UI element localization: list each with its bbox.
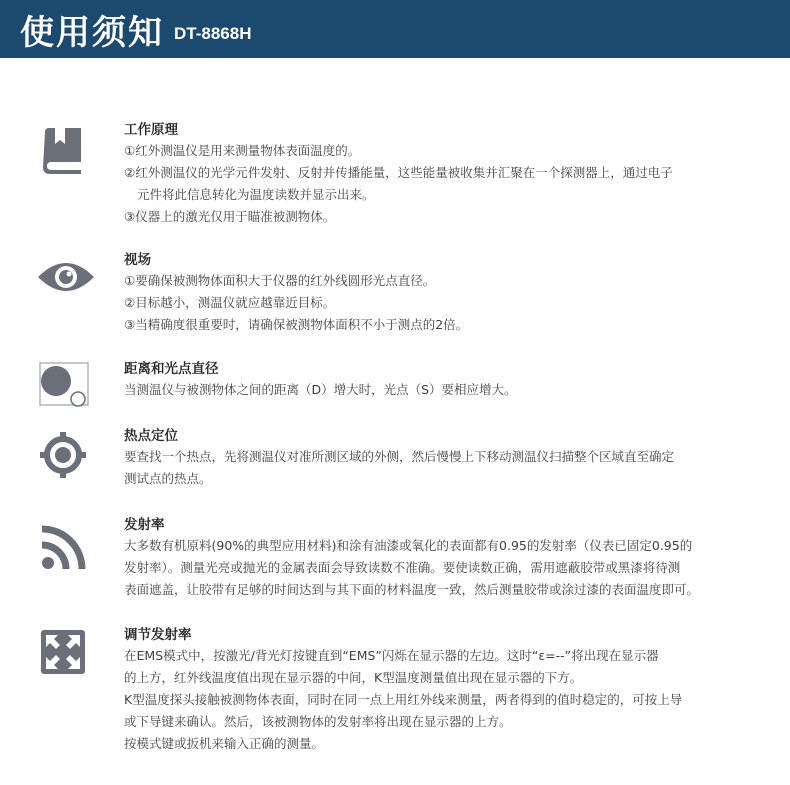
page-header [0,0,790,58]
expand-arrows-icon [38,627,88,677]
book-icon [38,126,88,176]
text-line: ③仪器上的激光仅用于瞄准被测物体。 [124,209,336,224]
text-line: 大多数有机原料(90%的典型应用材料)和涂有油漆或氧化的表面都有0.95的发射率（仪表已固定0.95的 [124,538,693,553]
spot-size-icon [38,361,92,407]
crosshair-icon [38,430,88,480]
text-line: ①红外测温仪是用来测量物体表面温度的。 [124,143,361,158]
section-title: 视场 [124,252,151,268]
text-line: 或下导键来确认。然后，该被测物体的发射率将出现在显示器的上方。 [124,714,512,729]
text-line: ②红外测温仪的光学元件发射、反射并传播能量，这些能量被收集并汇聚在一个探测器上，通过电子 [124,165,673,180]
model-number: DT-8868H [174,24,252,43]
text-line: 的上方，红外线温度值出现在显示器的中间，K型温度测量值出现在显示器的下方。 [124,670,583,685]
text-line: 元件将此信息转化为温度读数并显示出来。 [137,187,375,202]
text-line: ③当精确度很重要时，请确保被测物体面积不小于测点的2倍。 [124,317,469,332]
section-title: 热点定位 [124,428,178,444]
text-line: 在EMS模式中，按激光/背光灯按键直到“EMS”闪烁在显示器的左边。这时“ε=--”将出现在显示器 [124,648,659,663]
rss-icon [38,523,88,573]
text-line: 要查找一个热点，先将测温仪对准所测区域的外侧，然后慢慢上下移动测温仪扫描整个区域直至确定 [124,449,675,464]
section-title: 发射率 [124,517,165,533]
eye-icon [36,252,96,302]
text-line: 表面遮盖，让胶带有足够的时间达到与其下面的材料温度一致，然后测量胶带或涂过漆的表面温度即可。 [124,582,700,597]
section-title: 距离和光点直径 [124,361,219,377]
text-line: 按模式键或扳机来输入正确的测量。 [124,736,325,751]
text-line: 当测温仪与被测物体之间的距离（D）增大时，光点（S）要相应增大。 [124,382,517,397]
text-line: K型温度探头接触被测物体表面，同时在同一点上用红外线来测量，两者得到的值时稳定的，可按上导 [124,692,683,707]
text-line: ①要确保被测物体面积大于仪器的红外线圆形光点直径。 [124,273,436,288]
section-title: 调节发射率 [124,627,192,643]
text-line: 发射率）。测量光亮或抛光的金属表面会导致读数不准确。要使读数正确，需用遮蔽胶带或黑漆将待测 [124,560,681,575]
text-line: 测试点的热点。 [124,471,212,486]
page-title: 使用须知 [20,12,164,53]
section-title: 工作原理 [124,122,178,138]
text-line: ②目标越小，测温仪就应越靠近目标。 [124,295,336,310]
